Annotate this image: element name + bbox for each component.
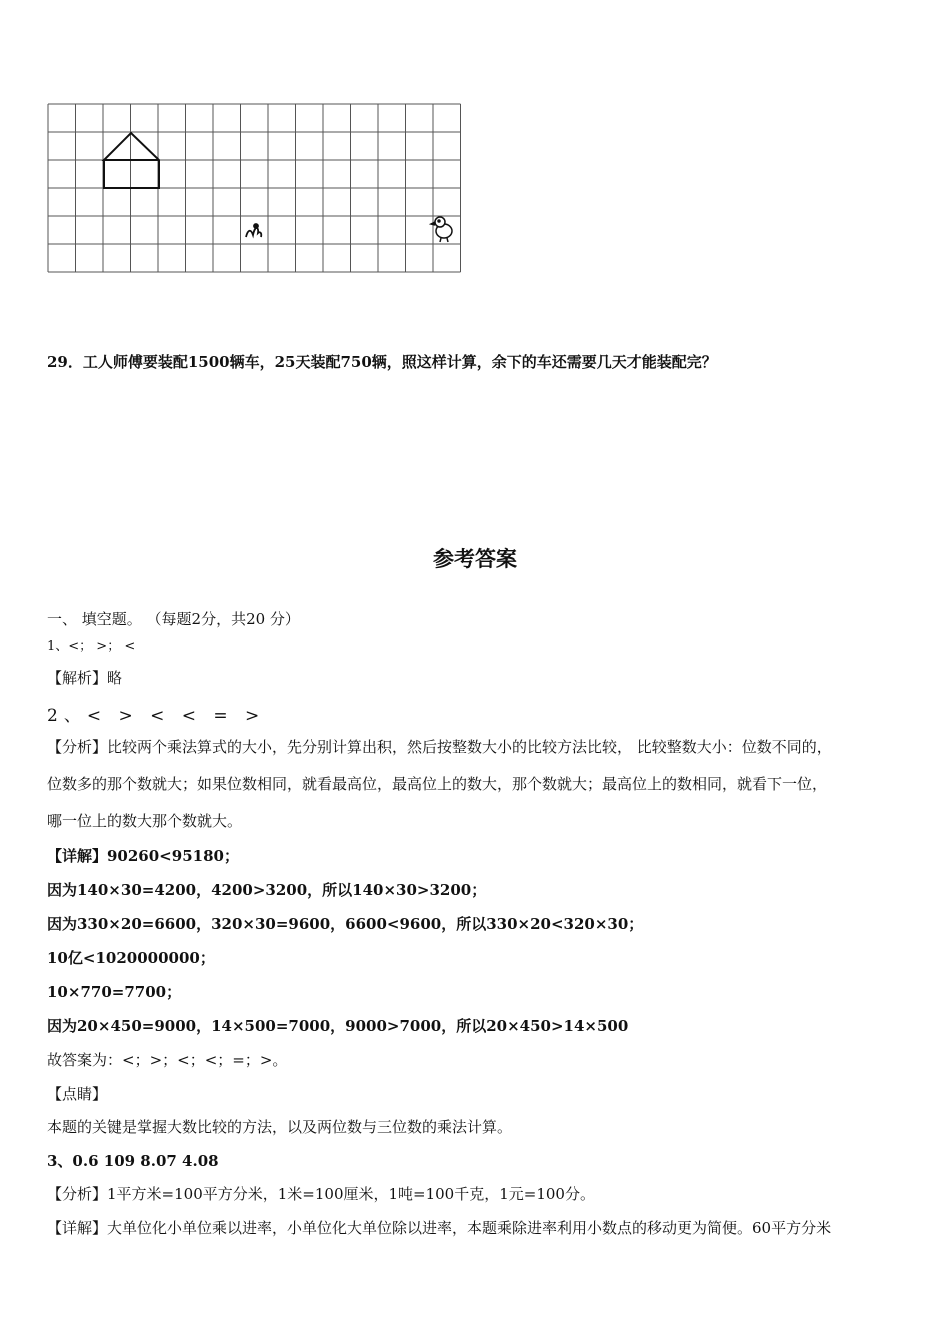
q2-detail-2: 因为140×30=4200，4200>3200，所以140×30>3200； (47, 881, 487, 899)
q3-analysis: 【分析】1平方米=100平方分米，1米=100厘米，1吨=100千克，1元=100分。 (47, 1185, 595, 1203)
small-figure-icon (246, 224, 261, 237)
duck-icon (431, 217, 452, 242)
q2-analysis-line3: 哪一位上的数大那个数就大。 (47, 812, 243, 830)
q2-detail-5: 10×770=7700； (47, 983, 182, 1001)
q1-analysis: 【解析】略 (47, 669, 123, 687)
q2-detail-6: 因为20×450=9000，14×500=7000，9000>7000，所以20×450>14×500 (47, 1017, 629, 1035)
q2-detail-4: 10亿<1020000000； (47, 949, 215, 967)
q3-detail: 【详解】大单位化小单位乘以进率，小单位化大单位除以进率，本题乘除进率利用小数点的移动更为简便。60平方分米 (47, 1219, 832, 1237)
q2-tip-label: 【点睛】 (47, 1085, 108, 1103)
q2-tip: 本题的关键是掌握大数比较的方法，以及两位数与三位数的乘法计算。 (47, 1118, 513, 1136)
answers-title: 参考答案 (433, 547, 517, 571)
question-29: 29．工人师傅要装配1500辆车，25天装配750辆，照这样计算，余下的车还需要几天才能装配完？ (47, 353, 717, 371)
grid-figure (47, 103, 463, 275)
section1-header: 一、 填空题。 （每题2分，共20 分） (47, 610, 300, 628)
q3-answer: 3、0.6 109 8.07 4.08 (47, 1152, 219, 1170)
house-outline-icon (104, 133, 159, 188)
q2-analysis-line2: 位数多的那个数就大；如果位数相同，就看最高位，最高位上的数大，那个数就大；最高位上的数相同，就看下一位， (47, 775, 828, 793)
q2-final: 故答案为：<；>；<；<；=；>。 (47, 1051, 288, 1069)
q1-answer: 1、<； >； < (47, 639, 136, 654)
q2-analysis-line1: 【分析】比较两个乘法算式的大小，先分别计算出积，然后按整数大小的比较方法比较， 比较整数大小：位数不同的， (47, 738, 832, 756)
q2-detail-3: 因为330×20=6600，320×30=9600，6600<9600，所以330×20<320×30； (47, 915, 644, 933)
q2-detail-1: 【详解】90260<95180； (47, 847, 239, 865)
q2-answer: 2、< > < < = > (47, 706, 266, 726)
